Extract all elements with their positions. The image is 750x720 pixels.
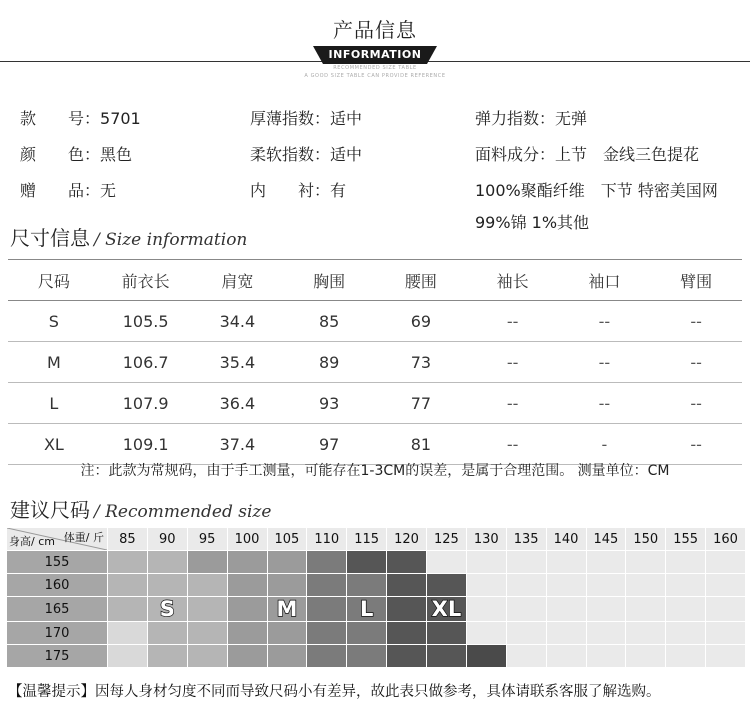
grid-cell — [506, 597, 546, 622]
grid-cell — [666, 645, 706, 668]
height-row — [7, 551, 746, 574]
weight-85: 85 — [108, 528, 148, 551]
height-row — [7, 597, 746, 622]
weight-120: 120 — [387, 528, 427, 551]
grid-cell — [147, 551, 187, 574]
grid-cell — [187, 622, 227, 645]
grid-cell — [427, 551, 467, 574]
header-subtitle-1: RECOMMENDED SIZE TABLE — [333, 65, 417, 71]
height-row — [7, 645, 746, 668]
grid-cell — [586, 645, 626, 668]
grid-cell — [187, 551, 227, 574]
table-cell: -- — [650, 383, 742, 424]
weight-105: 105 — [267, 528, 307, 551]
softness-label: 柔软指数： — [250, 145, 331, 164]
grid-cell — [147, 597, 187, 622]
table-cell: L — [8, 383, 100, 424]
height-170: 170 — [7, 622, 108, 645]
recommend-grid — [6, 527, 746, 668]
grid-cell — [586, 551, 626, 574]
table-cell: 106.7 — [100, 342, 192, 383]
weight-115: 115 — [347, 528, 387, 551]
size-info-title — [10, 222, 247, 251]
grid-cell — [227, 622, 267, 645]
grid-cell — [666, 597, 706, 622]
grid-cell — [427, 597, 467, 622]
table-cell: 93 — [283, 383, 375, 424]
grid-cell — [626, 574, 666, 597]
grid-cell — [706, 622, 746, 645]
thickness-label: 厚薄指数： — [250, 109, 331, 128]
size-info-title-cn: 尺寸信息 — [10, 226, 90, 250]
recommend-title-en: / Recommended size — [94, 502, 272, 522]
grid-cell — [586, 574, 626, 597]
measurement-note: 注：此款为常规码，由于手工测量，可能存在1-3CM的误差，是属于合理范围。 测量单位：CM — [80, 463, 670, 479]
grid-cell — [187, 597, 227, 622]
grid-cell — [227, 574, 267, 597]
grid-cell — [706, 597, 746, 622]
table-cell: -- — [650, 301, 742, 342]
height-160: 160 — [7, 574, 108, 597]
grid-cell — [227, 551, 267, 574]
weight-145: 145 — [586, 528, 626, 551]
height-165: 165 — [7, 597, 108, 622]
grid-cell — [227, 597, 267, 622]
style-number-label: 款 号： — [20, 109, 101, 128]
grid-cell — [586, 597, 626, 622]
thickness-value: 适中 — [330, 109, 363, 128]
grid-cell — [307, 622, 347, 645]
table-cell: -- — [559, 301, 651, 342]
color — [20, 142, 132, 165]
weight-110: 110 — [307, 528, 347, 551]
grid-cell — [387, 645, 427, 668]
table-cell: -- — [559, 383, 651, 424]
grid-cell — [108, 622, 148, 645]
weight-155: 155 — [666, 528, 706, 551]
grid-cell — [427, 645, 467, 668]
recommend-title-cn: 建议尺码 — [10, 498, 90, 522]
material-line-1: 面料成分：上节 金线三色提花 — [475, 145, 700, 164]
color-label: 颜 色： — [20, 145, 101, 164]
grid-cell — [506, 551, 546, 574]
weight-125: 125 — [427, 528, 467, 551]
weight-95: 95 — [187, 528, 227, 551]
grid-cell — [666, 551, 706, 574]
grid-cell — [546, 551, 586, 574]
gift — [20, 178, 116, 201]
gift-label: 赠 品： — [20, 181, 101, 200]
height-axis-label: 身高/ cm — [9, 535, 55, 548]
table-cell: -- — [650, 342, 742, 383]
grid-cell — [267, 551, 307, 574]
grid-cell — [108, 597, 148, 622]
grid-corner — [7, 528, 108, 551]
grid-cell — [147, 574, 187, 597]
table-cell: 97 — [283, 424, 375, 465]
table-cell: 89 — [283, 342, 375, 383]
lining-value: 有 — [330, 181, 347, 200]
grid-cell — [626, 597, 666, 622]
grid-cell — [427, 622, 467, 645]
grid-cell — [546, 645, 586, 668]
header-sleeve-length: 袖长 — [467, 260, 559, 301]
header-front-length: 前衣长 — [100, 260, 192, 301]
grid-cell — [466, 622, 506, 645]
height-175: 175 — [7, 645, 108, 668]
grid-cell — [227, 645, 267, 668]
lining — [250, 178, 346, 201]
grid-cell — [546, 622, 586, 645]
grid-cell — [586, 622, 626, 645]
grid-cell — [427, 574, 467, 597]
grid-cell — [147, 622, 187, 645]
grid-cell — [546, 574, 586, 597]
grid-cell — [347, 597, 387, 622]
grid-cell — [466, 551, 506, 574]
grid-cell — [506, 574, 546, 597]
table-cell: XL — [8, 424, 100, 465]
grid-cell — [108, 551, 148, 574]
table-cell: 109.1 — [100, 424, 192, 465]
grid-cell — [466, 597, 506, 622]
height-row — [7, 574, 746, 597]
weight-90: 90 — [147, 528, 187, 551]
grid-cell — [108, 574, 148, 597]
header-cuff: 袖口 — [559, 260, 651, 301]
table-cell: - — [559, 424, 651, 465]
table-cell: -- — [467, 342, 559, 383]
weight-100: 100 — [227, 528, 267, 551]
elasticity-index — [475, 106, 587, 129]
table-cell: -- — [467, 424, 559, 465]
table-row — [8, 424, 742, 465]
softness-value: 适中 — [330, 145, 363, 164]
lining-label: 内 衬： — [250, 181, 331, 200]
weight-140: 140 — [546, 528, 586, 551]
grid-cell — [466, 574, 506, 597]
size-table-header — [8, 260, 742, 301]
material-line-3: 99%锦 1%其他 — [475, 213, 590, 232]
grid-cell — [347, 622, 387, 645]
warm-tip: 【温馨提示】因每人身材匀度不同而导致尺码小有差异，故此表只做参考，具体请联系客服了解选购。 — [8, 684, 661, 700]
elasticity-label: 弹力指数： — [475, 109, 556, 128]
table-cell: M — [8, 342, 100, 383]
grid-cell — [626, 622, 666, 645]
grid-cell — [387, 622, 427, 645]
header-subtitle-2: A GOOD SIZE TABLE CAN PROVIDE REFERENCE — [304, 73, 446, 79]
size-xl-label: XL — [431, 597, 462, 621]
size-info-title-en: / Size information — [94, 230, 248, 250]
grid-cell — [387, 597, 427, 622]
color-value: 黑色 — [100, 145, 133, 164]
table-cell: -- — [650, 424, 742, 465]
table-cell: 105.5 — [100, 301, 192, 342]
grid-cell — [267, 622, 307, 645]
grid-cell — [706, 574, 746, 597]
thickness-index — [250, 106, 362, 129]
page-title: 产品信息 — [333, 18, 417, 42]
material-line-2: 100%聚酯纤维 下节 特密美国网 — [475, 181, 718, 200]
grid-cell — [267, 597, 307, 622]
table-cell: S — [8, 301, 100, 342]
table-cell: 77 — [375, 383, 467, 424]
grid-cell — [108, 645, 148, 668]
grid-cell — [187, 645, 227, 668]
table-cell: -- — [467, 301, 559, 342]
grid-cell — [666, 574, 706, 597]
height-155: 155 — [7, 551, 108, 574]
table-cell: 36.4 — [192, 383, 284, 424]
header-waist: 腰围 — [375, 260, 467, 301]
recommend-title — [10, 494, 271, 523]
height-row — [7, 622, 746, 645]
grid-cell — [307, 551, 347, 574]
table-cell: -- — [467, 383, 559, 424]
table-cell: 69 — [375, 301, 467, 342]
grid-cell — [387, 551, 427, 574]
grid-cell — [147, 645, 187, 668]
grid-cell — [347, 645, 387, 668]
grid-cell — [666, 622, 706, 645]
grid-cell — [307, 645, 347, 668]
table-row — [8, 342, 742, 383]
table-cell: 73 — [375, 342, 467, 383]
table-cell: 85 — [283, 301, 375, 342]
size-table — [8, 259, 742, 465]
size-m-label: M — [276, 597, 298, 621]
table-cell: -- — [559, 342, 651, 383]
grid-cell — [546, 597, 586, 622]
weight-130: 130 — [466, 528, 506, 551]
softness-index — [250, 142, 362, 165]
table-row — [8, 301, 742, 342]
weight-135: 135 — [506, 528, 546, 551]
grid-cell — [307, 574, 347, 597]
grid-cell — [187, 574, 227, 597]
table-cell: 107.9 — [100, 383, 192, 424]
grid-cell — [466, 645, 506, 668]
grid-cell — [267, 645, 307, 668]
grid-cell — [347, 551, 387, 574]
style-number — [20, 106, 141, 129]
weight-160: 160 — [706, 528, 746, 551]
size-s-label: S — [159, 597, 175, 621]
grid-cell — [506, 645, 546, 668]
header-size: 尺码 — [8, 260, 100, 301]
style-number-value: 5701 — [100, 109, 141, 128]
grid-cell — [267, 574, 307, 597]
information-badge: INFORMATION — [328, 48, 422, 61]
table-cell: 37.4 — [192, 424, 284, 465]
table-cell: 81 — [375, 424, 467, 465]
table-cell: 35.4 — [192, 342, 284, 383]
grid-cell — [626, 645, 666, 668]
grid-cell — [307, 597, 347, 622]
grid-cell — [387, 574, 427, 597]
table-row — [8, 383, 742, 424]
gift-value: 无 — [100, 181, 117, 200]
weight-axis-label: 体重/ 斤 — [63, 531, 104, 544]
grid-cell — [706, 551, 746, 574]
size-l-label: L — [359, 597, 374, 621]
header-chest: 胸围 — [283, 260, 375, 301]
weight-150: 150 — [626, 528, 666, 551]
grid-cell — [706, 645, 746, 668]
weight-header-row — [7, 528, 746, 551]
header-shoulder: 肩宽 — [192, 260, 284, 301]
grid-cell — [626, 551, 666, 574]
header-arm: 臂围 — [650, 260, 742, 301]
grid-cell — [506, 622, 546, 645]
grid-cell — [347, 574, 387, 597]
table-cell: 34.4 — [192, 301, 284, 342]
elasticity-value: 无弹 — [555, 109, 588, 128]
